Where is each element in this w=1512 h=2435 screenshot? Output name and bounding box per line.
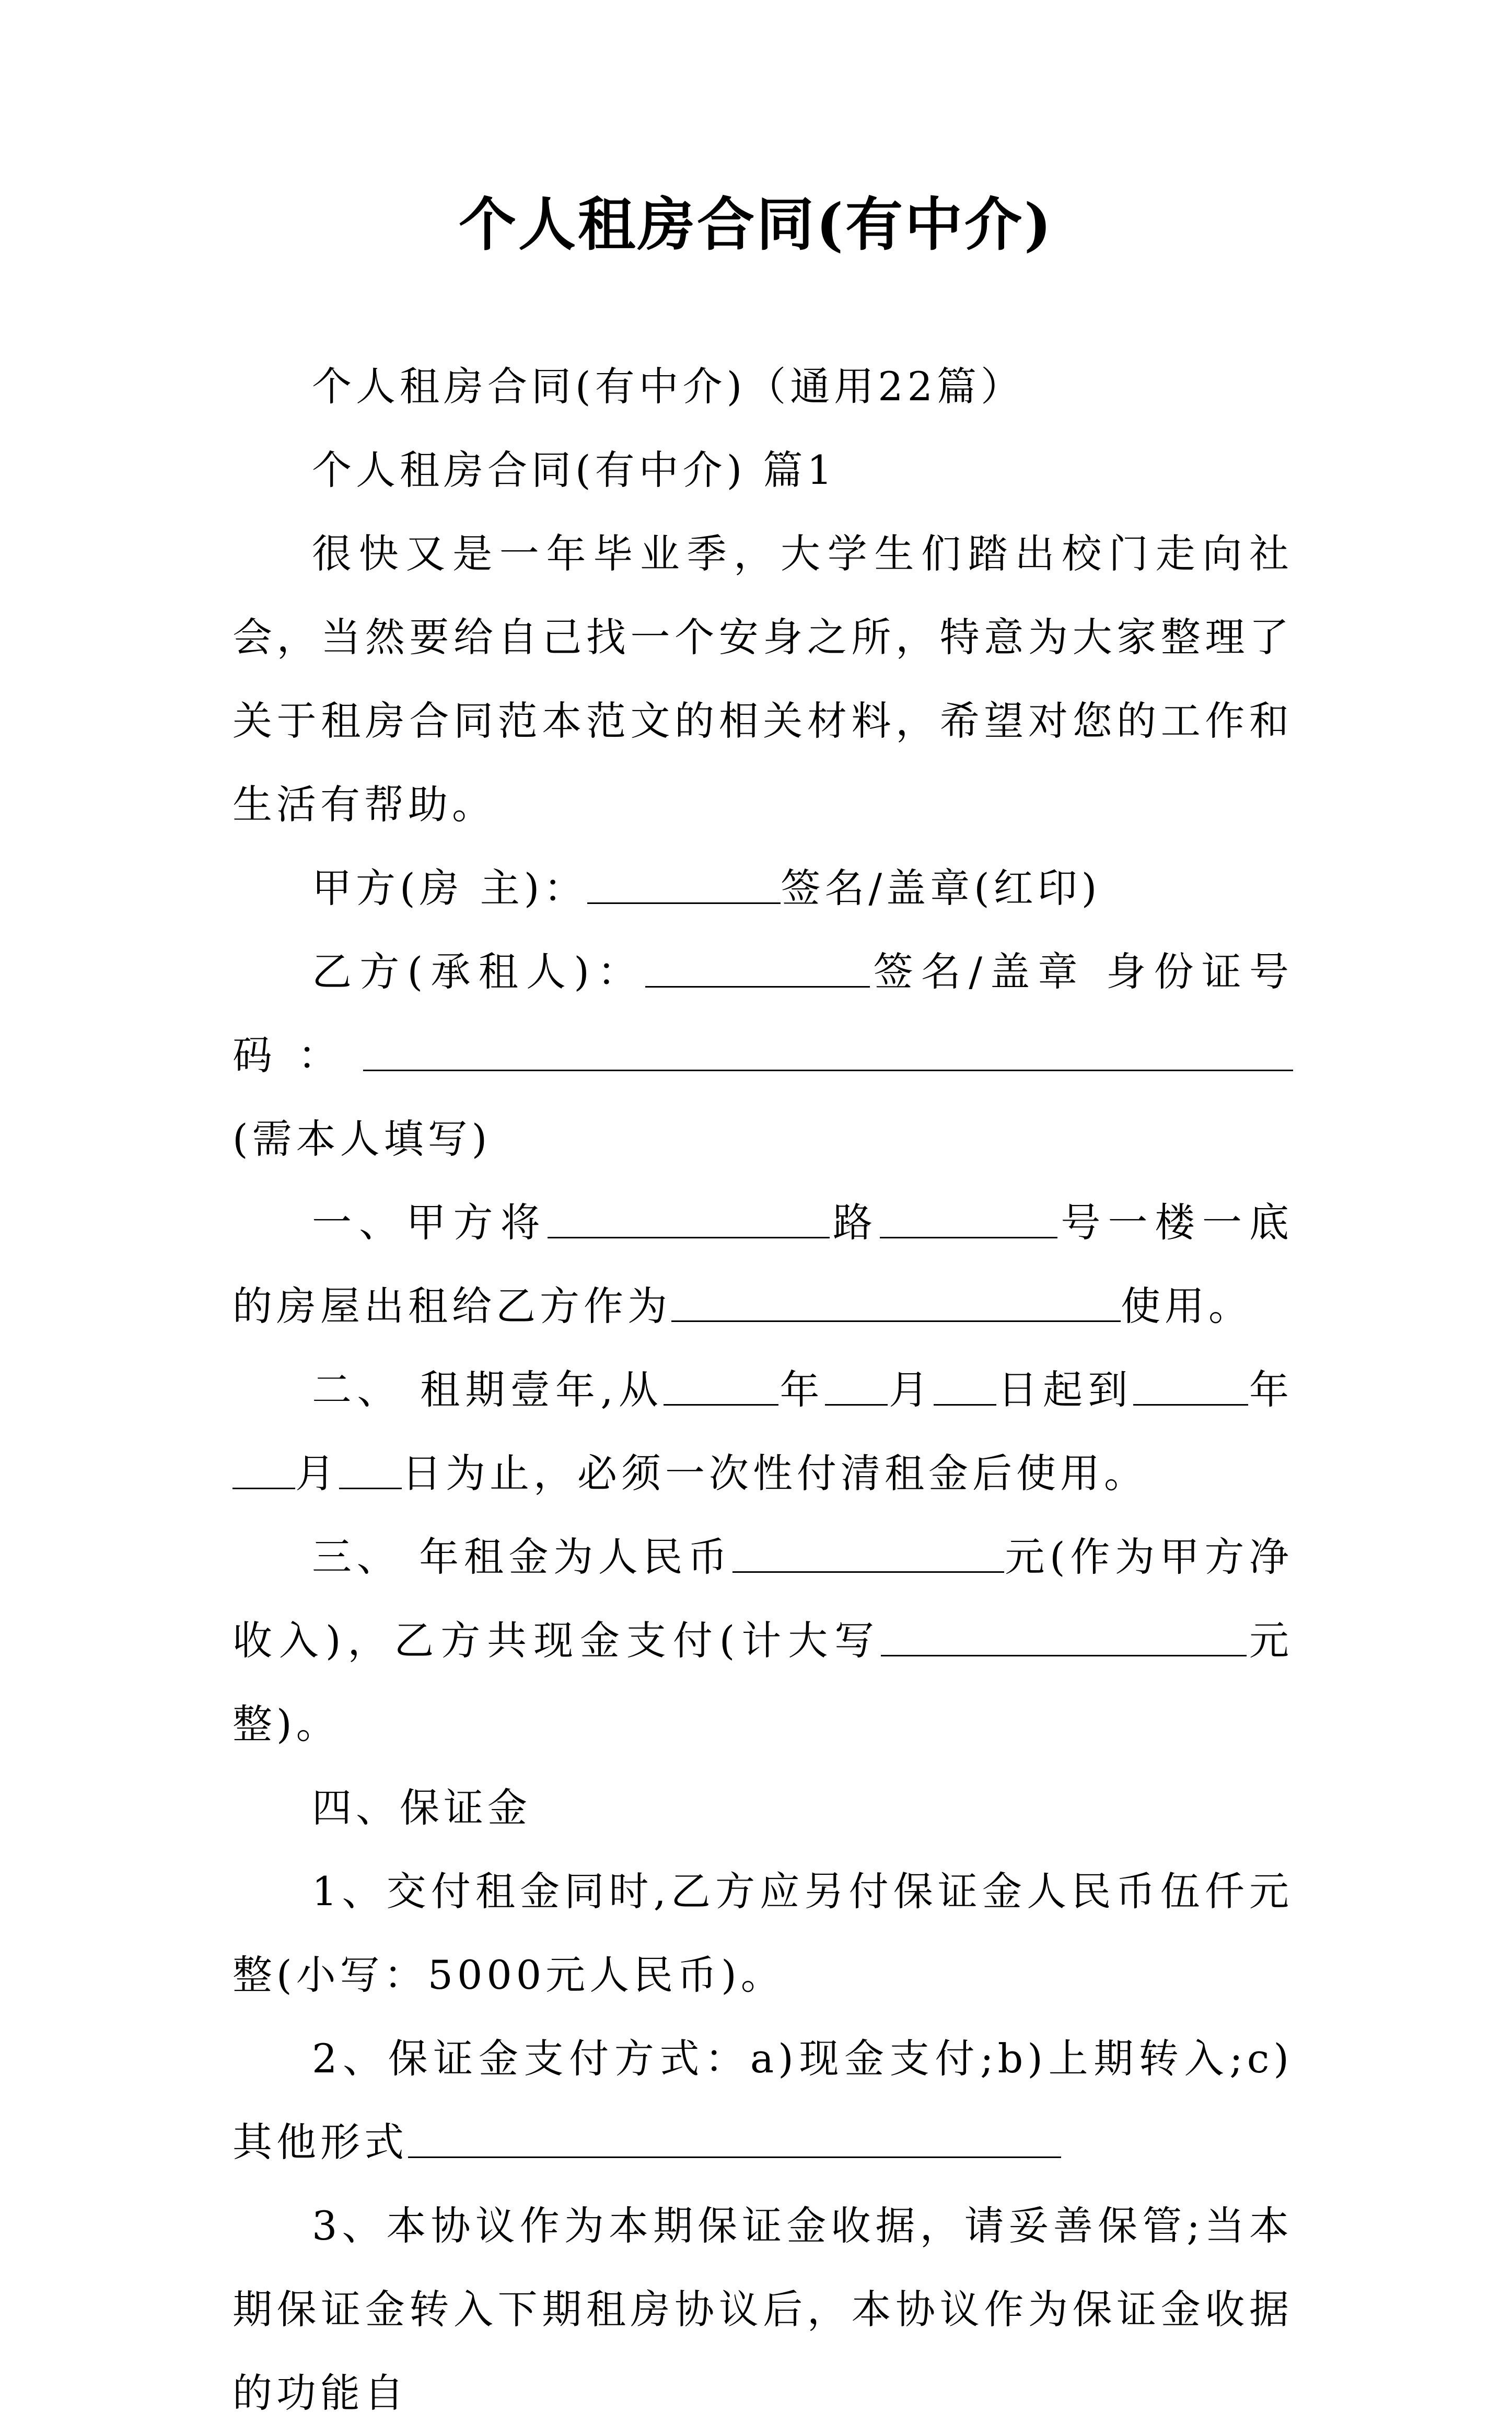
clause-2-text-b: 日起到 xyxy=(996,1366,1133,1413)
end-year-blank xyxy=(1133,1364,1248,1406)
clause-1-text-b: 路 xyxy=(829,1199,880,1246)
use-blank xyxy=(671,1281,1121,1322)
rent-amount-blank xyxy=(732,1532,1004,1573)
deposit-2-text: 2、保证金支付方式：a)现金支付;b)上期转入;c)其他形式 xyxy=(232,2035,1293,2165)
paragraph-party-b xyxy=(232,930,1293,1181)
number-blank xyxy=(880,1197,1057,1238)
end-month-blank xyxy=(232,1448,295,1489)
party-b-label: 乙方(承租人)： xyxy=(312,948,645,995)
party-a-label: 甲方(房 主)： xyxy=(312,865,588,911)
clause-3-text-b: 元(作为甲方净收入)，乙方共现金支付(计大写 xyxy=(232,1534,1293,1664)
paragraph-clause-2 xyxy=(232,1348,1293,1515)
other-form-blank xyxy=(408,2117,1061,2158)
clause-2-year-1: 年 xyxy=(778,1366,825,1413)
start-month-blank xyxy=(825,1364,888,1406)
clause-3-text-a: 三、 年租金为人民币 xyxy=(312,1534,732,1580)
party-b-id-note: (需本人填写) xyxy=(232,1116,492,1162)
paragraph-article-heading: 个人租房合同(有中介) 篇1 xyxy=(312,447,836,493)
rent-capital-blank xyxy=(881,1615,1247,1656)
clause-2-text-a: 二、 租期壹年,从 xyxy=(312,1366,664,1413)
start-day-blank xyxy=(934,1364,996,1406)
paragraph-deposit-1: 1、交付租金同时,乙方应另付保证金人民币伍仟元整(小写：5000元人民币)。 xyxy=(232,1868,1293,1998)
clause-2-text-c: 日为止，必须一次性付清租金后使用。 xyxy=(402,1450,1148,1497)
clause-2-month-2: 月 xyxy=(295,1450,339,1497)
party-b-id-blank xyxy=(363,1030,1293,1071)
end-day-blank xyxy=(339,1448,402,1489)
paragraph-clause-3 xyxy=(232,1515,1293,1766)
road-blank xyxy=(548,1197,830,1238)
clause-2-month-1: 月 xyxy=(887,1366,934,1413)
paragraph-party-a xyxy=(232,847,1293,930)
clause-3-text-c: 元整)。 xyxy=(232,1617,1293,1747)
clause-2-year-2: 年 xyxy=(1248,1366,1294,1413)
paragraph-intro: 很快又是一年毕业季，大学生们踏出校门走向社会，当然要给自己找一个安身之所，特意为大家整理了关于租房合同范本范文的相关材料，希望对您的工作和生活有帮助。 xyxy=(232,530,1293,828)
paragraph-collection-title: 个人租房合同(有中介)（通用22篇） xyxy=(312,363,1025,410)
party-a-signature-note: 签名/盖章(红印) xyxy=(781,865,1101,911)
document-title: 个人租房合同(有中介) xyxy=(458,191,1054,258)
paragraph-deposit-3: 3、本协议作为本期保证金收据，请妥善保管;当本期保证金转入下期租房协议后，本协议作为保证金收据的功能自 xyxy=(232,2202,1293,2416)
document-body xyxy=(232,345,1293,2435)
start-year-blank xyxy=(664,1364,778,1406)
party-b-blank xyxy=(645,946,870,988)
clause-1-text-d: 使用。 xyxy=(1121,1283,1252,1329)
paragraph-clause-4-heading: 四、保证金 xyxy=(312,1784,531,1831)
clause-1-text-c: 号一楼一底的房屋出租给乙方作为 xyxy=(232,1199,1294,1329)
party-b-signature-id-label: 签名/盖章 身份证号码： xyxy=(232,948,1293,1079)
paragraph-deposit-2 xyxy=(232,2017,1293,2184)
party-a-blank xyxy=(587,863,781,904)
paragraph-clause-1 xyxy=(232,1181,1293,1348)
clause-1-text-a: 一、甲方将 xyxy=(312,1199,548,1246)
